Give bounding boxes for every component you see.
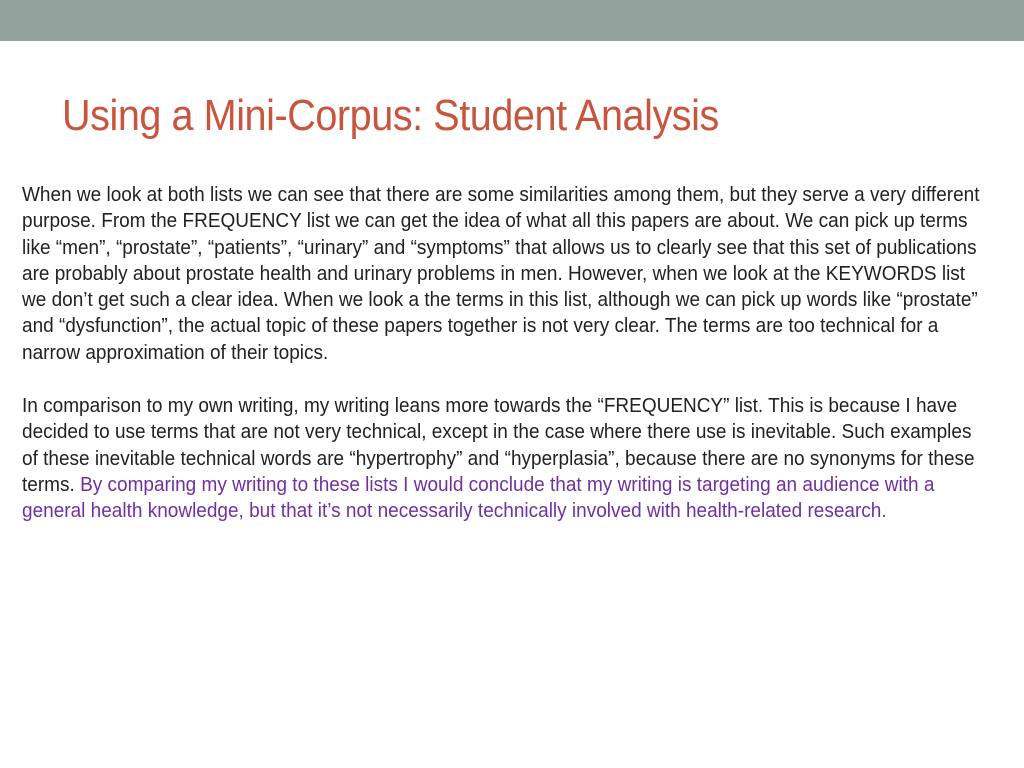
slide-body xyxy=(22,182,982,525)
top-accent-bar xyxy=(0,0,1024,41)
paragraph-2-highlighted-conclusion: By comparing my writing to these lists I would conclude that my writing is targeting an audience with a general health knowledge, but that it’s not necessarily technically involved with health-related research. xyxy=(22,473,935,523)
body-paragraph-2 xyxy=(22,393,982,524)
body-paragraph-1: When we look at both lists we can see that there are some similarities among them, but they serve a very different purpose. From the FREQUENCY list we can get the idea of what all this papers are about. We can pick up terms like “men”, “prostate”, “patients”, “urinary” and “symptoms” that allows us to clearly see that this set of publications are probably about prostate health and urinary problems in men. However, when we look at the KEYWORDS list we don’t get such a clear idea. When we look a the terms in this list, although we can pick up words like “prostate” and “dysfunction”, the actual topic of these papers together is not very clear. The terms are too technical for a narrow approximation of their topics. xyxy=(22,184,980,364)
slide-title: Using a Mini-Corpus: Student Analysis xyxy=(62,91,719,140)
paragraph-2-text: In comparison to my own writing, my writing leans more towards the “FREQUENCY” list. This is because I have decided to use terms that are not very technical, except in the case where there use is inevitable. Such examples of these inevitable technical words are “hypertrophy” and “hyperplasia”, because there are no synonyms for these terms. xyxy=(22,395,975,496)
